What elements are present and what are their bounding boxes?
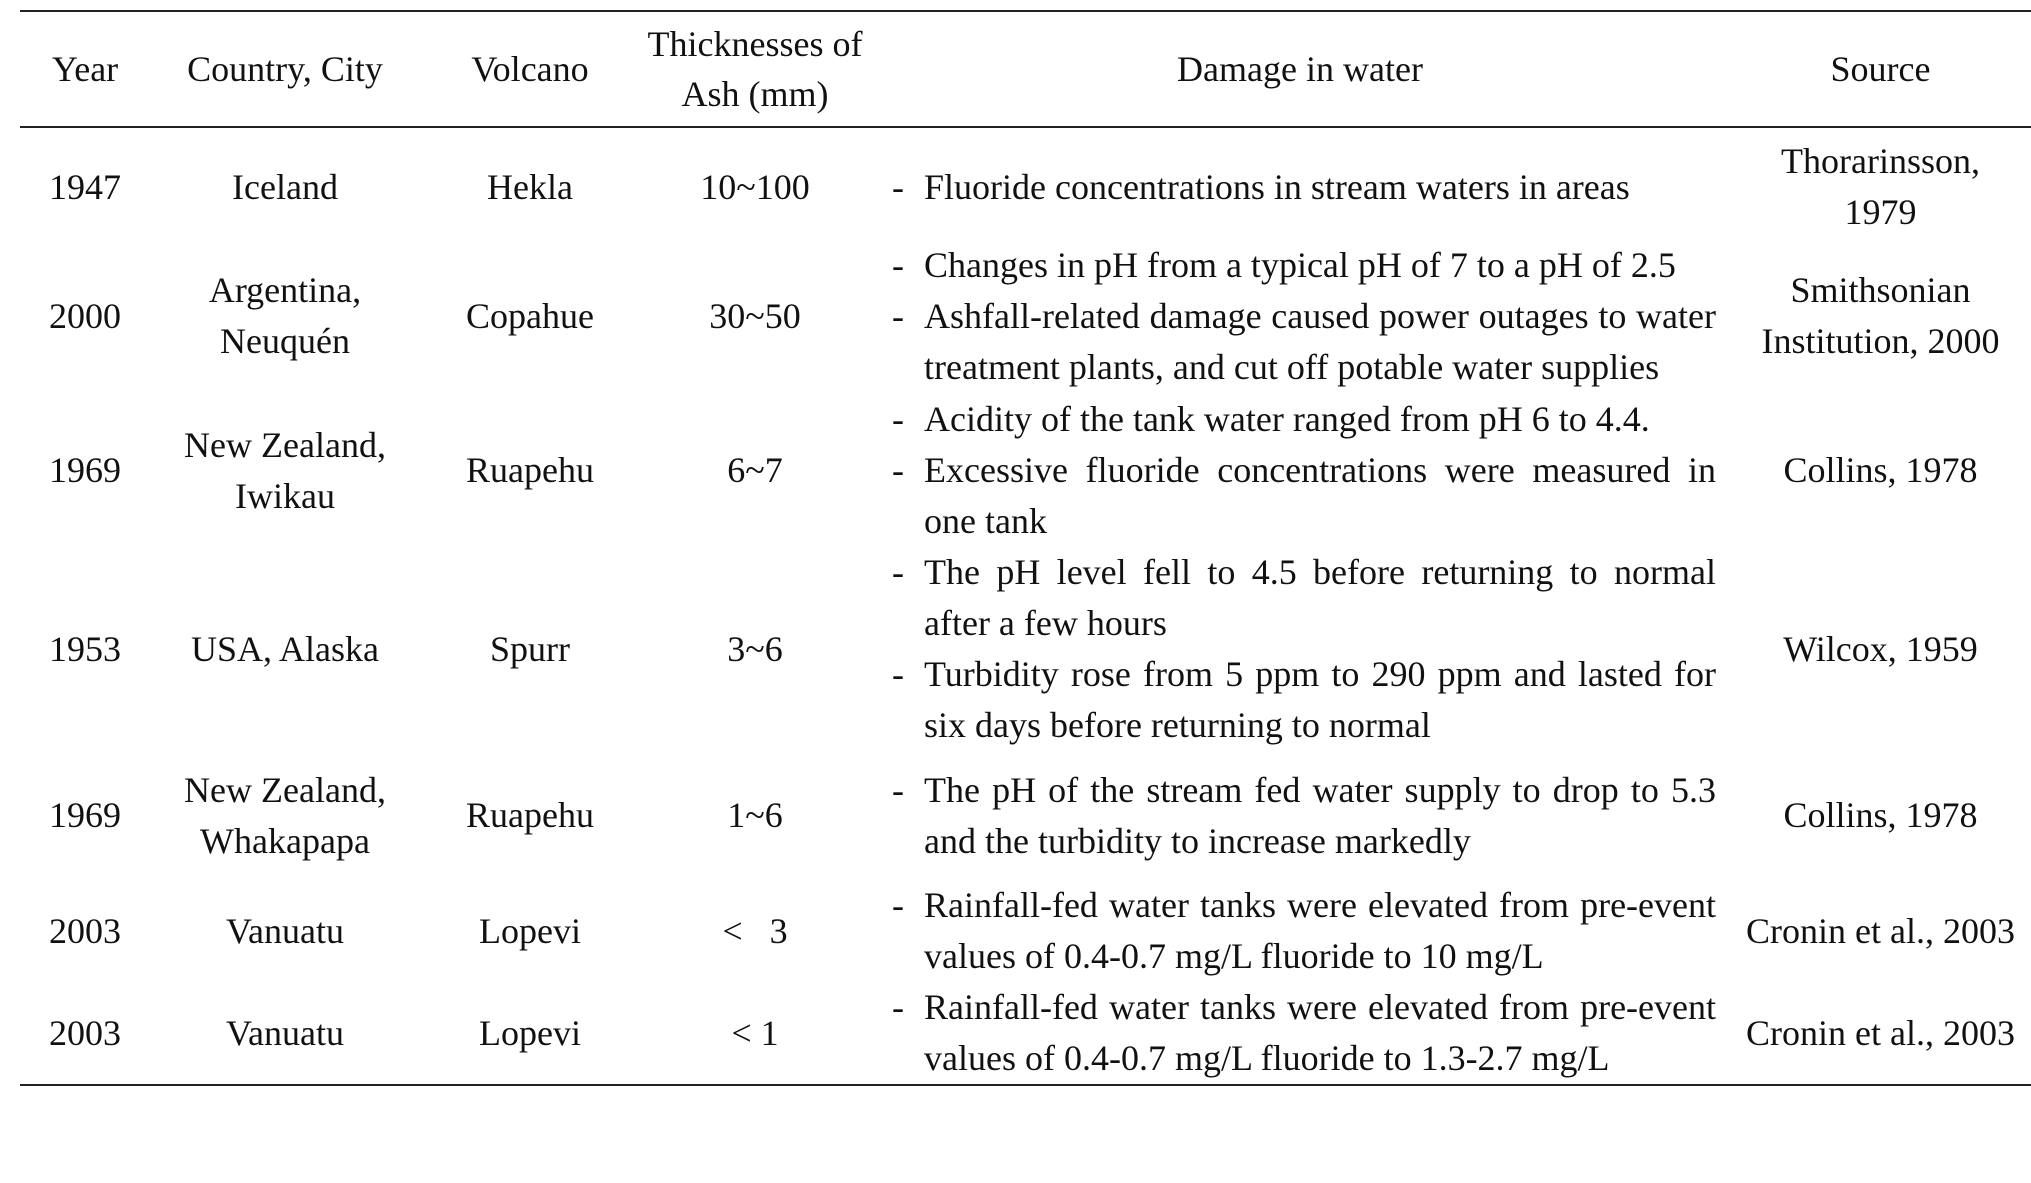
cell-thickness: 30~50 (709, 295, 801, 336)
cell-volcano: Spurr (490, 628, 570, 669)
source-line: 1979 (1844, 192, 1917, 232)
cell-thickness: 3~6 (727, 628, 783, 669)
source-line: Collins, 1978 (1783, 795, 1978, 835)
cell-thickness: 10~100 (700, 166, 810, 207)
cell-damage (870, 880, 1730, 982)
country-line: Argentina, (208, 270, 362, 310)
cell-volcano: Lopevi (479, 910, 581, 951)
header-source: Source (1830, 48, 1931, 89)
header-year: Year (51, 48, 119, 89)
cell-source (1730, 127, 2031, 238)
cell-source (1730, 982, 2031, 1085)
table-row (20, 238, 2031, 394)
header-row (20, 11, 2031, 127)
cell-volcano: Copahue (466, 295, 594, 336)
cell-source (1730, 394, 2031, 547)
cell-source (1730, 238, 2031, 394)
cell-country-city (150, 127, 420, 238)
cell-thickness: 1~6 (727, 795, 783, 835)
cell-damage (870, 394, 1730, 547)
source-line: Cronin et al., 2003 (1746, 910, 2015, 951)
damage-bullet-item: - Fluoride concentrations in stream waters in areas (888, 162, 1716, 213)
header-thickness-line1: Thicknesses of (647, 24, 863, 64)
header-damage: Damage in water (1177, 48, 1423, 89)
table-row (20, 880, 2031, 982)
source-line: Cronin et al., 2003 (1746, 1012, 2015, 1053)
damage-bullet-item: - Changes in pH from a typical pH of 7 to a pH of 2.5 (888, 240, 1716, 291)
cell-year: 1947 (49, 166, 121, 207)
cell-year: 2003 (49, 910, 121, 951)
cell-country-city (150, 547, 420, 751)
volcanic-ash-water-damage-table (20, 10, 2031, 1086)
country-line: Iceland (232, 166, 338, 207)
table-header (20, 11, 2031, 127)
cell-volcano: Lopevi (479, 1012, 581, 1053)
damage-bullet-item: - Rainfall-fed water tanks were elevated from pre-event values of 0.4-0.7 mg/L fluoride to 10 mg/L (888, 880, 1716, 982)
damage-bullet-item: - Excessive fluoride concentrations were measured in one tank (888, 445, 1716, 547)
city-line: Iwikau (235, 475, 335, 516)
table-row (20, 547, 2031, 751)
cell-year: 1969 (49, 795, 121, 835)
source-line: Smithsonian (1790, 270, 1971, 310)
damage-bullet-item: - Acidity of the tank water ranged from pH 6 to 4.4. (888, 394, 1716, 445)
header-volcano: Volcano (471, 48, 589, 89)
cell-thickness: 6~7 (727, 450, 783, 490)
cell-year: 1953 (49, 628, 121, 669)
city-line: Neuquén (220, 321, 350, 361)
table-row (20, 751, 2031, 880)
country-line: New Zealand, (184, 769, 386, 810)
cell-damage (870, 238, 1730, 394)
cell-country-city (150, 751, 420, 880)
cell-volcano: Hekla (487, 166, 573, 207)
source-line: Collins, 1978 (1783, 450, 1978, 490)
country-line: New Zealand, (184, 424, 386, 465)
damage-bullet-item: - The pH level fell to 4.5 before returning to normal after a few hours (888, 547, 1716, 649)
cell-country-city (150, 880, 420, 982)
volcanic-ash-water-damage-table-container (20, 10, 2031, 1086)
cell-year: 1969 (49, 450, 121, 490)
source-line: Thorarinsson, (1781, 141, 1980, 181)
table-body (20, 127, 2031, 1085)
table-row (20, 127, 2031, 238)
damage-bullet-item: - Rainfall-fed water tanks were elevated from pre-event values of 0.4-0.7 mg/L fluoride to 1.3-2.7 mg/L (888, 982, 1716, 1084)
damage-bullet-item: - Ashfall-related damage caused power outages to water treatment plants, and cut off potable water supplies (888, 291, 1716, 393)
header-country-city: Country, City (187, 48, 383, 89)
source-line: Institution, 2000 (1761, 321, 2000, 361)
damage-bullet-item: - The pH of the stream fed water supply to drop to 5.3 and the turbidity to increase markedly (888, 765, 1716, 867)
cell-thickness: < 1 (731, 1012, 779, 1053)
header-thickness (640, 11, 870, 127)
table-row (20, 982, 2031, 1085)
cell-source (1730, 547, 2031, 751)
cell-damage (870, 982, 1730, 1085)
cell-year: 2003 (49, 1012, 121, 1053)
cell-country-city (150, 394, 420, 547)
cell-thickness: < 3 (722, 910, 788, 951)
cell-damage (870, 751, 1730, 880)
cell-volcano: Ruapehu (466, 795, 594, 835)
country-line: Vanuatu (226, 910, 344, 951)
cell-source (1730, 751, 2031, 880)
cell-volcano: Ruapehu (466, 450, 594, 490)
cell-source (1730, 880, 2031, 982)
cell-country-city (150, 982, 420, 1085)
country-line: USA, Alaska (191, 628, 379, 669)
header-thickness-line2: Ash (mm) (681, 74, 829, 114)
cell-country-city (150, 238, 420, 394)
cell-damage (870, 127, 1730, 238)
source-line: Wilcox, 1959 (1783, 628, 1978, 669)
city-line: Whakapapa (200, 820, 370, 861)
cell-year: 2000 (49, 295, 121, 336)
cell-damage (870, 547, 1730, 751)
country-line: Vanuatu (226, 1012, 344, 1053)
table-row (20, 394, 2031, 547)
damage-bullet-item: - Turbidity rose from 5 ppm to 290 ppm and lasted for six days before returning to normal (888, 649, 1716, 751)
